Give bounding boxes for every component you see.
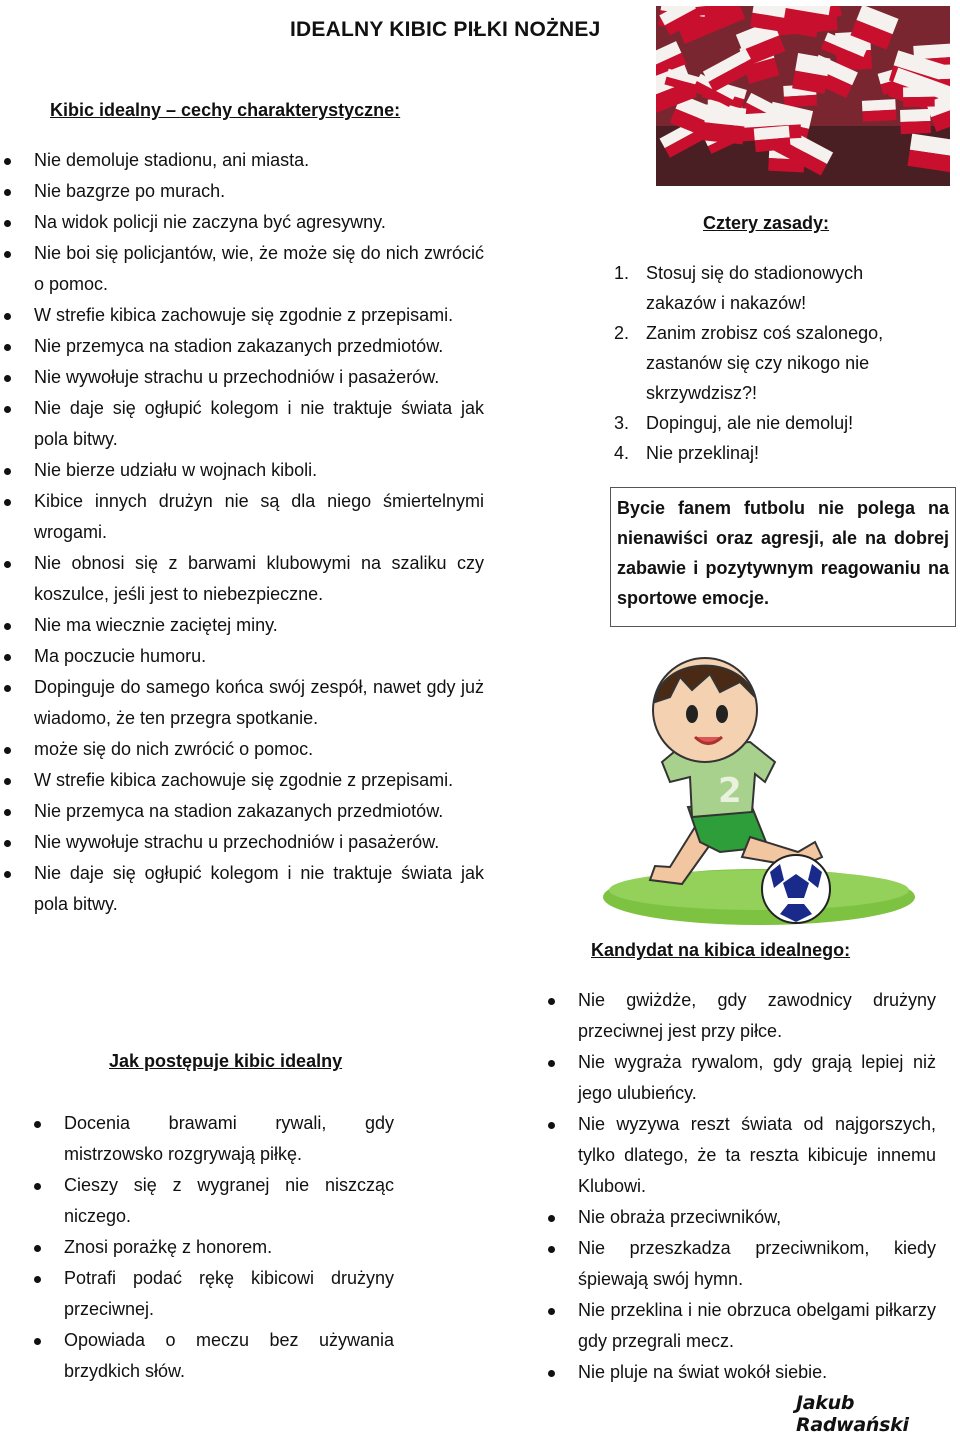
motto-box	[610, 487, 956, 627]
list-item: Nie gwiżdże, gdy zawodnicy drużyny przeciwnej jest przy piłce.	[544, 985, 936, 1047]
section-heading-candidate: Kandydat na kibica idealnego:	[591, 940, 851, 960]
list-item: Na widok policji nie zaczyna być agresywny.	[0, 207, 484, 238]
rule-number: 2.	[614, 323, 630, 343]
list-item: Nie wyzywa reszt świata od najgorszych, tylko dlatego, że ta reszta kibicuje innemu Klubowi.	[544, 1109, 936, 1202]
list-item: Opowiada o meczu bez używania brzydkich słów.	[30, 1325, 394, 1387]
section-heading-rules: Cztery zasady:	[703, 213, 830, 233]
list-item: Nie przeszkadza przeciwnikom, kiedy śpiewają swój hymn.	[544, 1233, 936, 1295]
list-item: Nie przemyca na stadion zakazanych przedmiotów.	[0, 331, 484, 362]
list-item: Nie bierze udziału w wojnach kiboli.	[0, 455, 484, 486]
rule-text: Dopinguj, ale nie demoluj!	[646, 413, 854, 433]
list-item: W strefie kibica zachowuje się zgodnie z przepisami.	[0, 300, 484, 331]
section-heading-behaviour: Jak postępuje kibic idealny	[109, 1051, 343, 1071]
list-item: Docenia brawami rywali, gdy mistrzowsko rozgrywają piłkę.	[30, 1108, 394, 1170]
stadium-flags-image	[656, 6, 950, 186]
rule-item	[614, 408, 914, 438]
section-heading-characteristics: Kibic idealny – cechy charakterystyczne:	[50, 100, 401, 120]
list-item: Dopinguje do samego końca swój zespół, nawet gdy już wiadomo, że ten przegra spotkanie.	[0, 672, 484, 734]
rule-text: Zanim zrobisz coś szalonego, zastanów się czy nikogo nie skrzywdzisz?!	[646, 323, 884, 403]
list-item: Nie bazgrze po murach.	[0, 176, 484, 207]
characteristics-list	[0, 145, 484, 920]
list-item: W strefie kibica zachowuje się zgodnie z przepisami.	[0, 765, 484, 796]
list-item: Nie daje się ogłupić kolegom i nie traktuje świata jak pola bitwy.	[0, 393, 484, 455]
boy-football-illustration	[600, 652, 918, 927]
list-item: Ma poczucie humoru.	[0, 641, 484, 672]
list-item: Nie pluje na świat wokół siebie.	[544, 1357, 936, 1388]
candidate-list	[544, 985, 936, 1388]
fans-with-flags-icon	[656, 6, 950, 186]
list-item: Nie boi się policjantów, wie, że może się do nich zwrócić o pomoc.	[0, 238, 484, 300]
list-item: może się do nich zwrócić o pomoc.	[0, 734, 484, 765]
list-item: Nie ma wiecznie zaciętej miny.	[0, 610, 484, 641]
page-title: IDEALNY KIBIC PIŁKI NOŻNEJ	[290, 18, 601, 41]
rule-number: 4.	[614, 443, 630, 463]
boy-kicking-ball-icon	[600, 652, 918, 927]
rule-number: 3.	[614, 413, 630, 433]
list-item: Kibice innych drużyn nie są dla niego śmiertelnymi wrogami.	[0, 486, 484, 548]
list-item: Nie obnosi się z barwami klubowymi na szaliku czy koszulce, jeśli jest to niebezpieczne.	[0, 548, 484, 610]
list-item: Nie wywołuje strachu u przechodniów i pasażerów.	[0, 827, 484, 858]
rule-item	[614, 258, 914, 318]
list-item: Potrafi podać rękę kibicowi drużyny przeciwnej.	[30, 1263, 394, 1325]
rule-item	[614, 318, 914, 408]
svg-text:2: 2	[718, 771, 742, 811]
list-item: Cieszy się z wygranej nie niszcząc niczego.	[30, 1170, 394, 1232]
list-item: Nie daje się ogłupić kolegom i nie traktuje świata jak pola bitwy.	[0, 858, 484, 920]
list-item: Znosi porażkę z honorem.	[30, 1232, 394, 1263]
rule-text: Stosuj się do stadionowych zakazów i nakazów!	[646, 263, 864, 313]
list-item: Nie demoluje stadionu, ani miasta.	[0, 145, 484, 176]
rule-item	[614, 438, 914, 468]
list-item: Nie wygraża rywalom, gdy grają lepiej niż jego ulubieńcy.	[544, 1047, 936, 1109]
list-item: Nie obraża przeciwników,	[544, 1202, 936, 1233]
motto-text: Bycie fanem futbolu nie polega na nienawiści oraz agresji, ale na dobrej zabawie i pozytywnym reagowaniu na sportowe emocje.	[617, 498, 949, 608]
rule-number: 1.	[614, 263, 630, 283]
list-item: Nie przemyca na stadion zakazanych przedmiotów.	[0, 796, 484, 827]
rule-text: Nie przeklinaj!	[646, 443, 760, 463]
rules-list	[614, 258, 914, 468]
behaviour-list	[30, 1108, 394, 1387]
author-signature: Jakub Radwański	[796, 1392, 909, 1436]
list-item: Nie przeklina i nie obrzuca obelgami piłkarzy gdy przegrali mecz.	[544, 1295, 936, 1357]
list-item: Nie wywołuje strachu u przechodniów i pasażerów.	[0, 362, 484, 393]
